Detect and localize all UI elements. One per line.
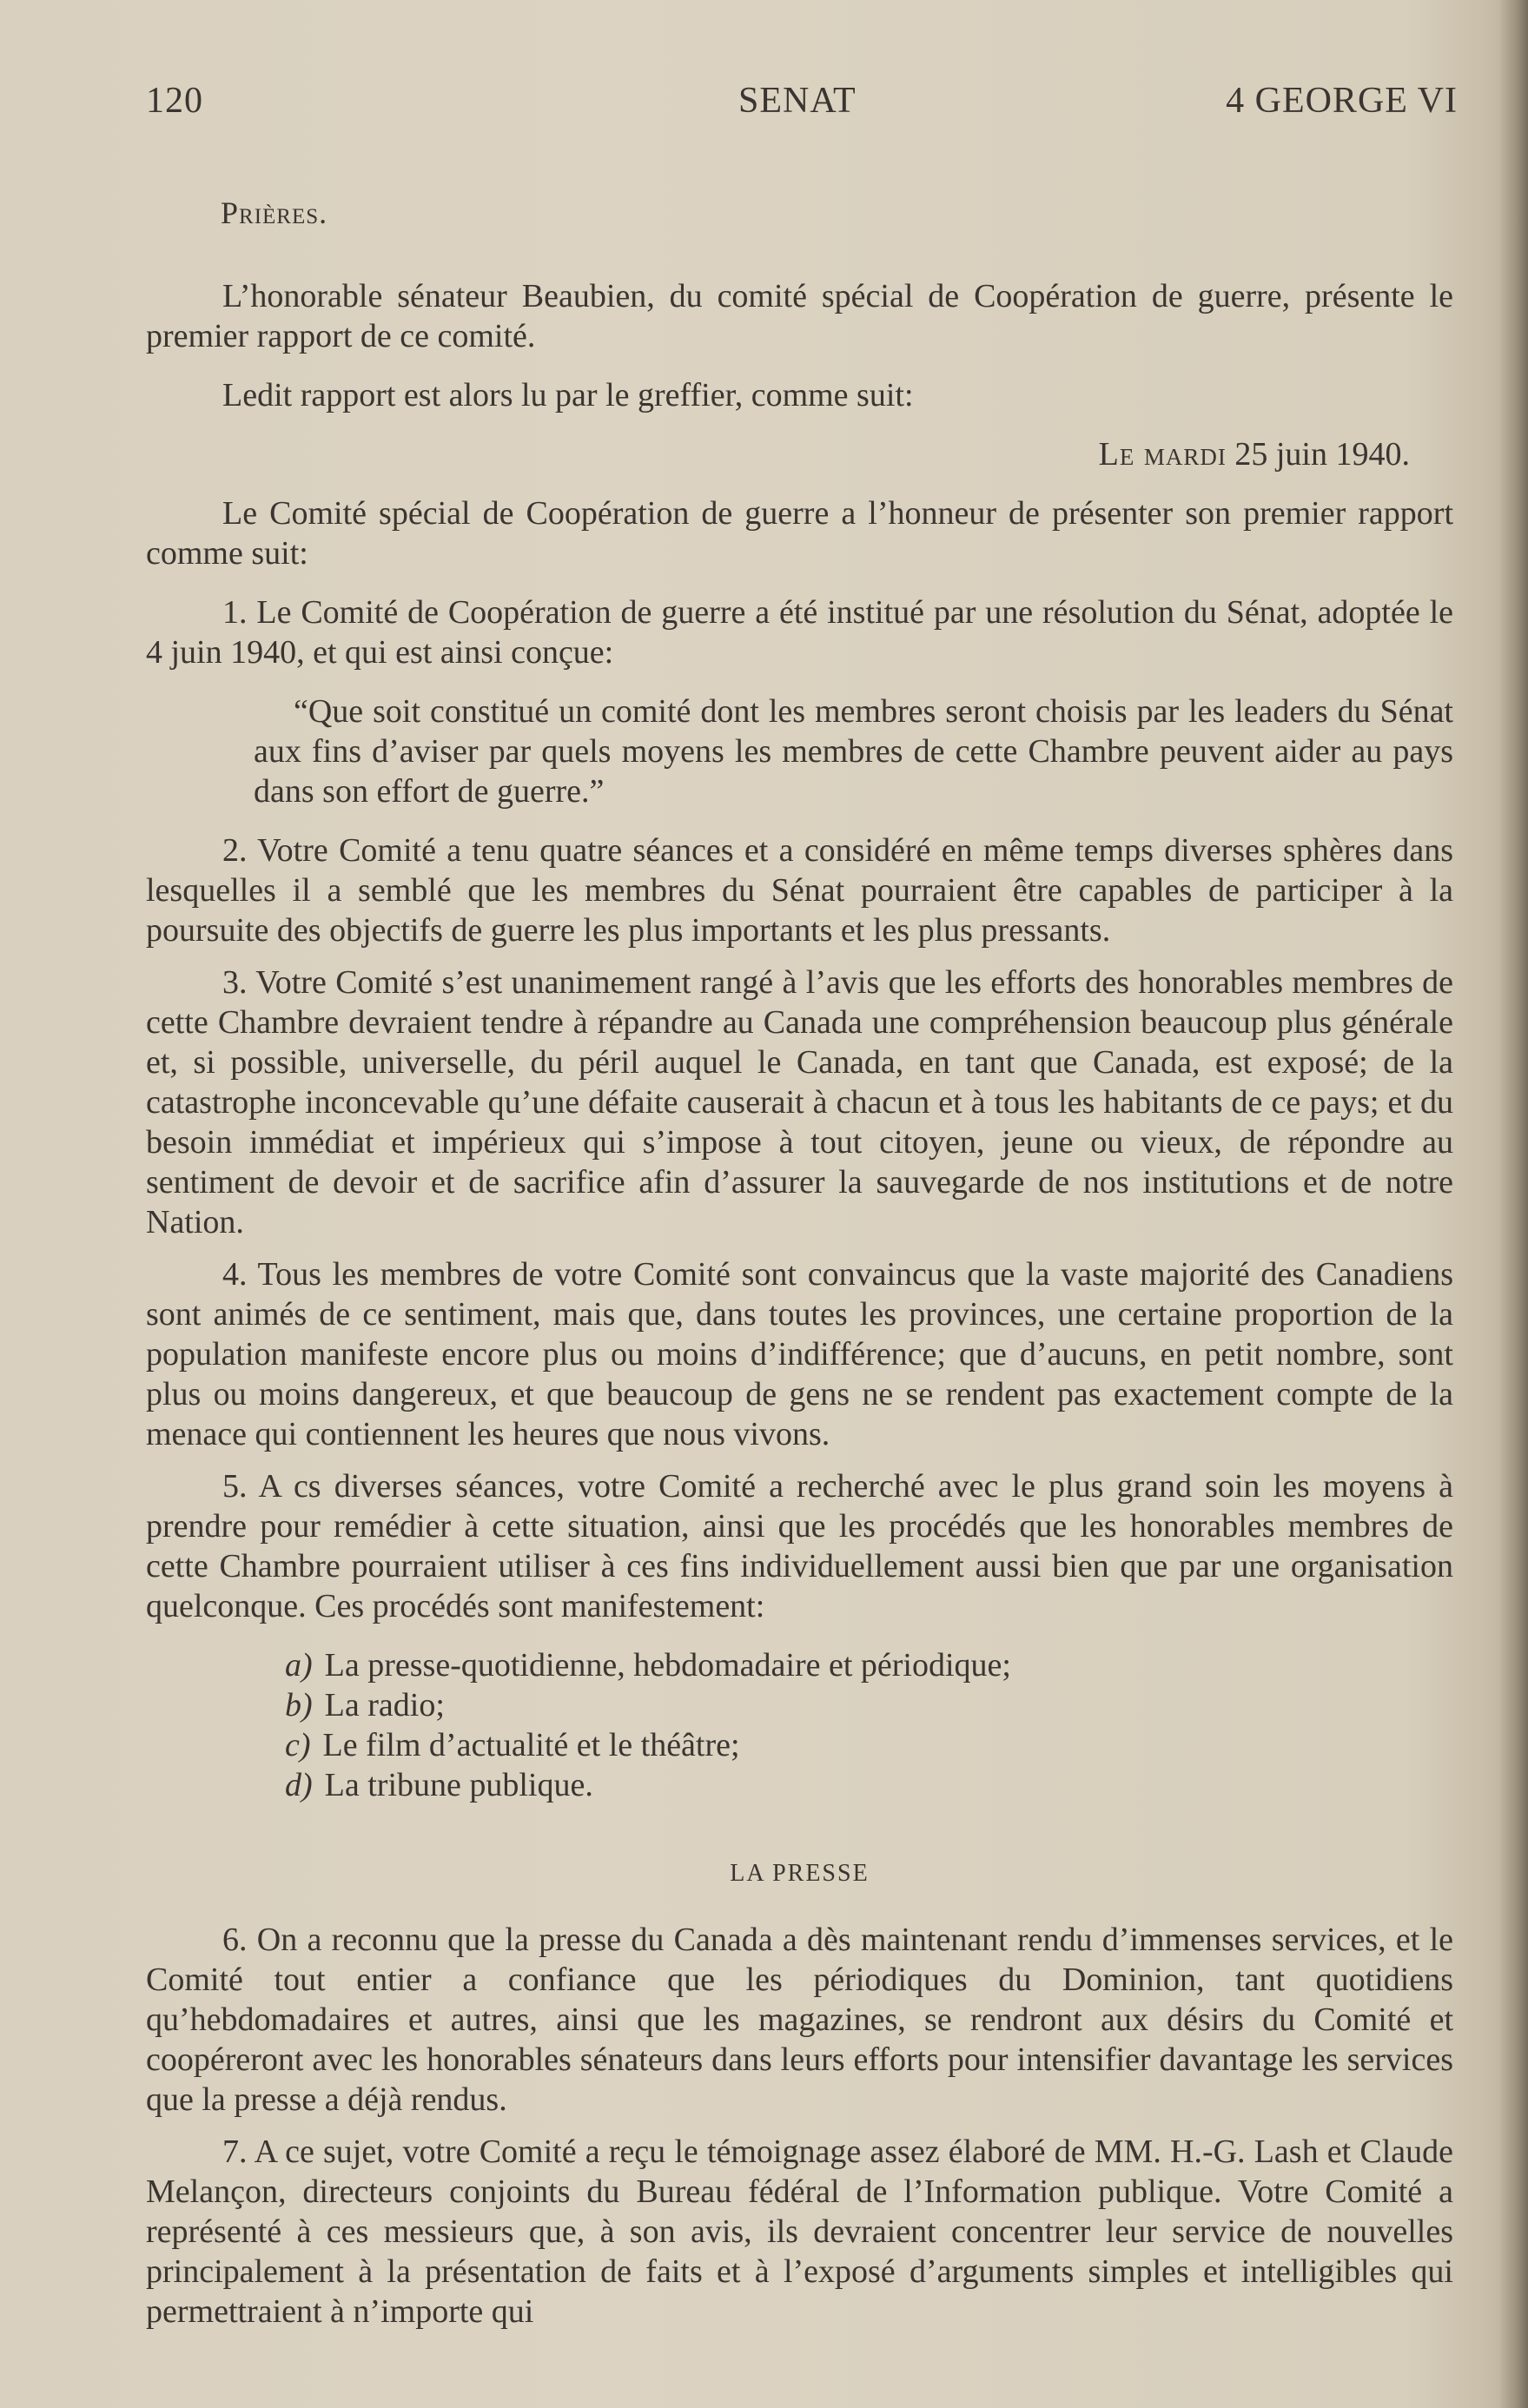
paragraph-1: 1. Le Comité de Coopération de guerre a été institué par une résolution du Sénat, adoptée le 4 juin 1940, et qui est ainsi conçue: (146, 594, 1453, 671)
list-text: La presse-quotidienne, hebdomadaire et périodique; (324, 1647, 1011, 1684)
paragraph-3: 3. Votre Comité s’est unanimement rangé à l’avis que les efforts des honorables membres de cette Chambre devraient tendre à répandre au Canada une compréhension beaucoup plus générale et, si possible, universelle, du péril auquel le Canada, en tant que Canada, est exposé; de la catastrophe inconcevable qu’une défaite causerait à chacun et à tous les habitants de ce pays; et du besoin immédiat et impérieux qui s’impose à tout citoyen, jeune ou vieux, de répondre au sentiment de devoir et de sacrifice afin d’assurer la sauvegarde de nos institutions et de notre Nation. (146, 964, 1453, 1240)
paragraph-report-intro: Le Comité spécial de Coopération de guerre a l’honneur de présenter son premier rapport comme suit: (146, 495, 1453, 572)
list-item (285, 1645, 1453, 1685)
list-text: La radio; (324, 1687, 445, 1723)
prayers-heading: Prières. (221, 195, 328, 230)
paragraph-2: 2. Votre Comité a tenu quatre séances et a considéré en même temps diverses sphères dans lesquelles il a semblé que les membres du Sénat pourraient être capables de participer à la poursuite des objectifs de guerre les plus importants et les plus pressants. (146, 832, 1453, 949)
list-item (285, 1765, 1453, 1805)
paragraph-5: 5. A cs diverses séances, votre Comité a recherché avec le plus grand soin les moyens à prendre pour remédier à cette situation, ainsi que les procédés que les honorables membres de cette Chambre pourraient utiliser à ces fins individuellement aussi bien que par une organisation quelconque. Ces procédés sont manifestement: (146, 1468, 1453, 1624)
list-letter: d) (285, 1767, 313, 1803)
list-letter: c) (285, 1727, 311, 1763)
header-title: SENAT (738, 81, 857, 121)
means-list (146, 1645, 1453, 1805)
page-binding-shadow (1498, 0, 1528, 2408)
paragraph-7: 7. A ce sujet, votre Comité a reçu le témoignage assez élaboré de MM. H.-G. Lash et Claude Melançon, directeurs conjoints du Bureau fédéral de l’Information publique. Votre Comité a représenté à ces messieurs que, à son avis, ils devraient concentrer leur service de nouvelles principalement à la présentation de faits et à l’exposé d’arguments simples et intelligibles qui permettraient à n’importe qui (146, 2133, 1453, 2330)
list-item (285, 1725, 1453, 1765)
list-letter: a) (285, 1647, 313, 1684)
paragraph-intro-1: L’honorable sénateur Beaubien, du comité spécial de Coopération de guerre, présente le premier rapport de ce comité. (146, 278, 1453, 354)
page-body (146, 193, 1453, 2332)
paragraph-intro-2: Ledit rapport est alors lu par le greffier, comme suit: (222, 377, 914, 413)
list-text: La tribune publique. (324, 1767, 593, 1803)
page-number: 120 (146, 81, 203, 121)
running-header (146, 80, 1458, 132)
list-item (285, 1685, 1453, 1725)
resolution-quote: “Que soit constitué un comité dont les membres seront choisis par les leaders du Sénat aux fins d’aviser par quels moyens les membres de cette Chambre peuvent aider au pays dans son effort de guerre.” (254, 693, 1453, 810)
report-dateline (146, 434, 1453, 474)
header-session: 4 GEORGE VI (1226, 81, 1458, 121)
list-text: Le film d’actualité et le théâtre; (322, 1727, 740, 1763)
paragraph-4: 4. Tous les membres de votre Comité sont convaincus que la vaste majorité des Canadiens sont animés de ce sentiment, mais que, dans toutes les provinces, une certaine proportion de la population manifeste encore plus ou moins d’indifférence; que d’aucuns, en petit nombre, sont plus ou moins dangereux, et que beaucoup de gens ne se rendent pas exactement compte de la menace qui contiennent les heures que nous vivons. (146, 1256, 1453, 1452)
section-heading-la-presse: LA PRESSE (730, 1860, 870, 1887)
list-letter: b) (285, 1687, 313, 1723)
paragraph-6: 6. On a reconnu que la presse du Canada a dès maintenant rendu d’immenses services, et le Comité tout entier a confiance que les périodiques du Dominion, tant quotidiens qu’hebdomadaires et autres, ainsi que les magazines, se rendront aux désirs du Comité et coopéreront avec les honorables sénateurs dans leurs efforts pour intensifier davantage les services que la presse a déjà rendus. (146, 1922, 1453, 2118)
dateline-date: 25 juin 1940. (1234, 436, 1410, 473)
dateline-day: Le mardi (1098, 436, 1227, 473)
